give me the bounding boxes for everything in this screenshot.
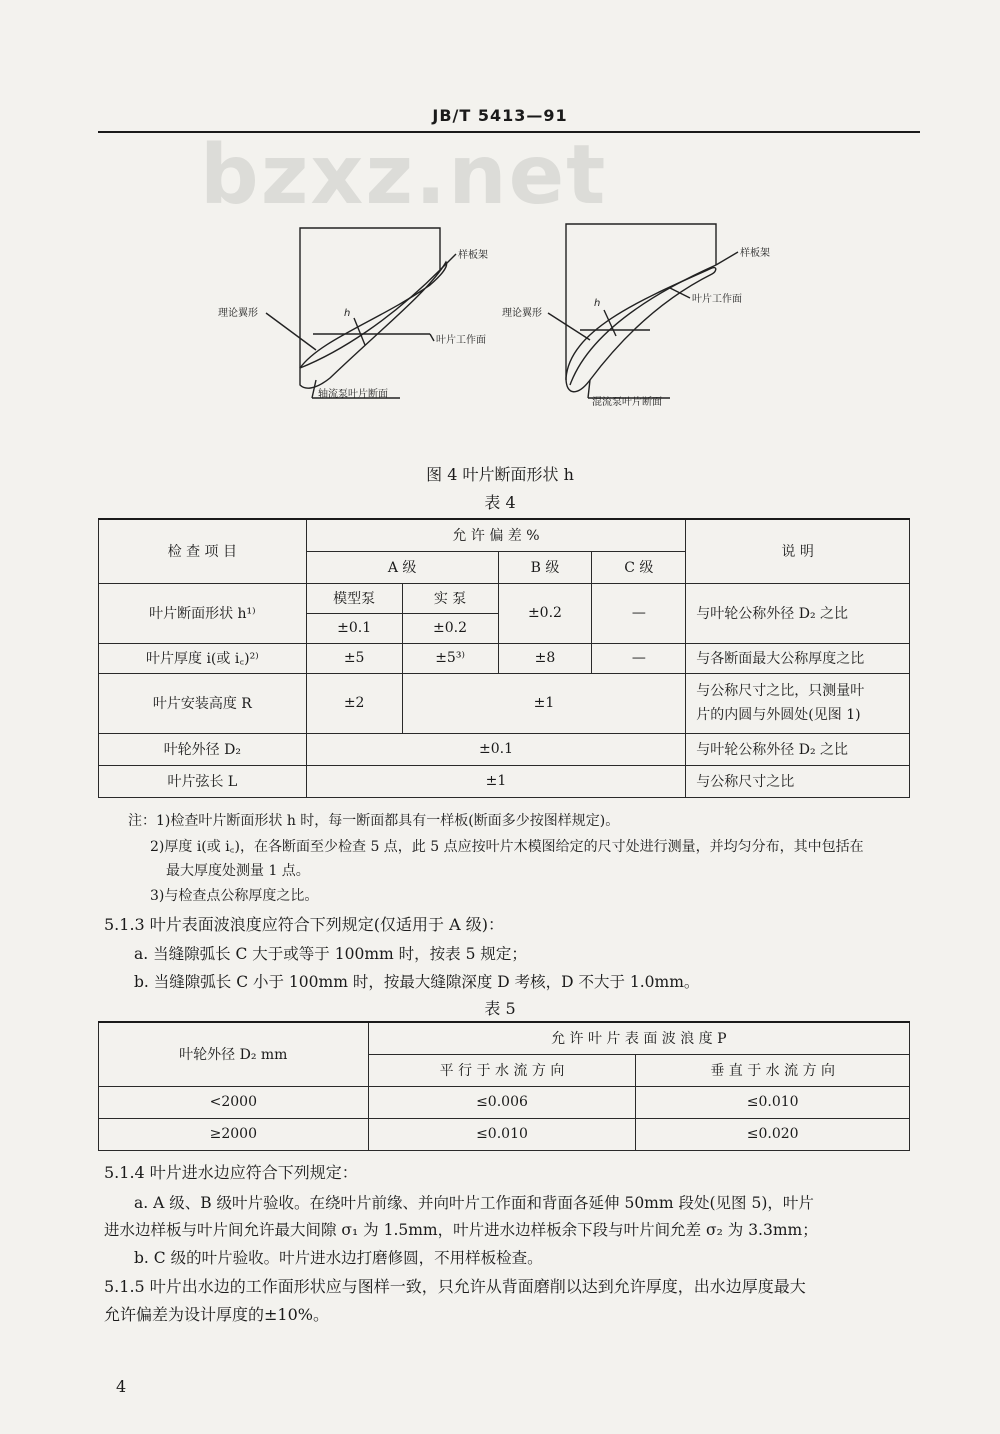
row-a-real: ±0.2 [402, 613, 498, 643]
left-section-label: 轴流泵叶片断面 [318, 389, 388, 400]
right-work-face-label: 叶片工作面 [692, 294, 742, 305]
right-template-label: 样板架 [740, 248, 770, 259]
section-5-1-5-line-1: 5.1.5 叶片出水边的工作面形状应与图样一致，只允许从背面磨削以达到允许厚度，出水边厚度最大 [104, 1277, 806, 1296]
table-4-note-3: 3)与检查点公称厚度之比。 [150, 888, 319, 904]
header-parallel: 平 行 于 水 流 方 向 [368, 1054, 636, 1086]
header-d2: 叶轮外径 D₂ mm [99, 1022, 369, 1086]
right-h-label: h [594, 298, 601, 309]
row-perpendicular: ≤0.010 [636, 1086, 910, 1118]
header-grade-b: B 级 [498, 551, 592, 583]
left-work-face-label: 叶片工作面 [436, 335, 486, 346]
section-5-1-4-a-line-2: 进水边样板与叶片间允许最大间隙 σ₁ 为 1.5mm，叶片进水边样板余下段与叶片间允差 σ₂ 为 3.3mm； [104, 1221, 818, 1239]
row-perpendicular: ≤0.020 [636, 1118, 910, 1150]
left-theory-label: 理论翼形 [218, 308, 258, 319]
section-5-1-4-a-line-1: a. A 级、B 级叶片验收。在绕叶片前缘、并向叶片工作面和背面各延伸 50mm 段处(见图 5)，叶片 [134, 1194, 814, 1212]
left-blade-section [300, 262, 447, 388]
row-a-model: ±0.1 [306, 613, 402, 643]
watermark: bzxz.net [200, 128, 608, 223]
row-d2: <2000 [99, 1086, 369, 1118]
right-section-label: 混流泵叶片断面 [592, 397, 662, 408]
row-parallel: ≤0.010 [368, 1118, 636, 1150]
row-item: 叶片弦长 L [99, 765, 307, 797]
right-theory-label: 理论翼形 [502, 308, 542, 319]
row-c: — [592, 643, 686, 673]
header-item: 检 查 项 目 [99, 519, 307, 583]
section-5-1-4-title: 5.1.4 叶片进水边应符合下列规定： [104, 1163, 358, 1182]
row-item: 叶轮外径 D₂ [99, 733, 307, 765]
header-grade-c: C 级 [592, 551, 686, 583]
figure-4 [0, 200, 1000, 430]
row-a-model: ±5 [306, 643, 402, 673]
header-grade-a: A 级 [306, 551, 498, 583]
row-note [686, 673, 910, 733]
table-4-note-2: 2)厚度 i(或 i꜀)，在各断面至少检查 5 点，此 5 点应按叶片木模图给定的尺寸处进行测量，并均匀分布，其中包括在 [150, 839, 864, 855]
row-note-line-2: 片的内圆与外圆处(见图 1) [696, 707, 861, 723]
row-d2: ≥2000 [99, 1118, 369, 1150]
row-b: ±8 [498, 643, 592, 673]
section-5-1-3-b: b. 当缝隙弧长 C 小于 100mm 时，按最大缝隙深度 D 考核，D 不大于 1.0mm。 [134, 973, 700, 991]
table-4-note-2-cont: 最大厚度处测量 1 点。 [166, 863, 310, 879]
row-a-real: ±5³⁾ [402, 643, 498, 673]
header-tolerance: 允 许 偏 差 % [306, 519, 686, 551]
section-5-1-4-b: b. C 级的叶片验收。叶片进水边打磨修圆，不用样板检查。 [134, 1249, 543, 1267]
page-number: 4 [116, 1377, 127, 1396]
row-item: 叶片断面形状 h¹⁾ [99, 583, 307, 643]
row-parallel: ≤0.006 [368, 1086, 636, 1118]
document-code: JB/T 5413—91 [432, 106, 568, 125]
table-4 [98, 518, 910, 798]
section-5-1-3-a: a. 当缝隙弧长 C 大于或等于 100mm 时，按表 5 规定； [134, 945, 527, 963]
row-a-model: ±2 [306, 673, 402, 733]
row-note: 与叶轮公称外径 D₂ 之比 [686, 583, 910, 643]
row-all: ±0.1 [306, 733, 686, 765]
figure-4-caption: 图 4 叶片断面形状 h [426, 465, 574, 484]
table-5-title: 表 5 [484, 999, 516, 1018]
row-item: 叶片安装高度 R [99, 673, 307, 733]
header-p: 允 许 叶 片 表 面 波 浪 度 P [368, 1022, 909, 1054]
left-h-mark [354, 318, 365, 345]
left-theory-profile [300, 270, 440, 368]
row-all: ±1 [306, 765, 686, 797]
row-note-line-1: 与公称尺寸之比，只测量叶 [696, 683, 865, 699]
row-item: 叶片厚度 i(或 i꜀)²⁾ [99, 643, 307, 673]
subheader-model-pump: 模型泵 [306, 583, 402, 613]
row-b: ±0.2 [498, 583, 592, 643]
left-h-label: h [344, 308, 351, 319]
left-template-frame [300, 228, 440, 368]
table-5 [98, 1021, 910, 1151]
row-note: 与叶轮公称外径 D₂ 之比 [686, 733, 910, 765]
row-note: 与公称尺寸之比 [686, 765, 910, 797]
row-note: 与各断面最大公称厚度之比 [686, 643, 910, 673]
row-bc: ±1 [402, 673, 686, 733]
subheader-real-pump: 实 泵 [402, 583, 498, 613]
table-4-note-1: 注：1)检查叶片断面形状 h 时，每一断面都具有一样板(断面多少按图样规定)。 [128, 813, 620, 829]
section-5-1-3-title: 5.1.3 叶片表面波浪度应符合下列规定(仅适用于 A 级)： [104, 915, 505, 934]
header-perpendicular: 垂 直 于 水 流 方 向 [636, 1054, 910, 1086]
left-template-label: 样板架 [458, 250, 488, 261]
table-4-title: 表 4 [484, 493, 516, 512]
section-5-1-5-line-2: 允许偏差为设计厚度的±10%。 [104, 1305, 329, 1324]
header-note: 说 明 [686, 519, 910, 583]
row-c: — [592, 583, 686, 643]
